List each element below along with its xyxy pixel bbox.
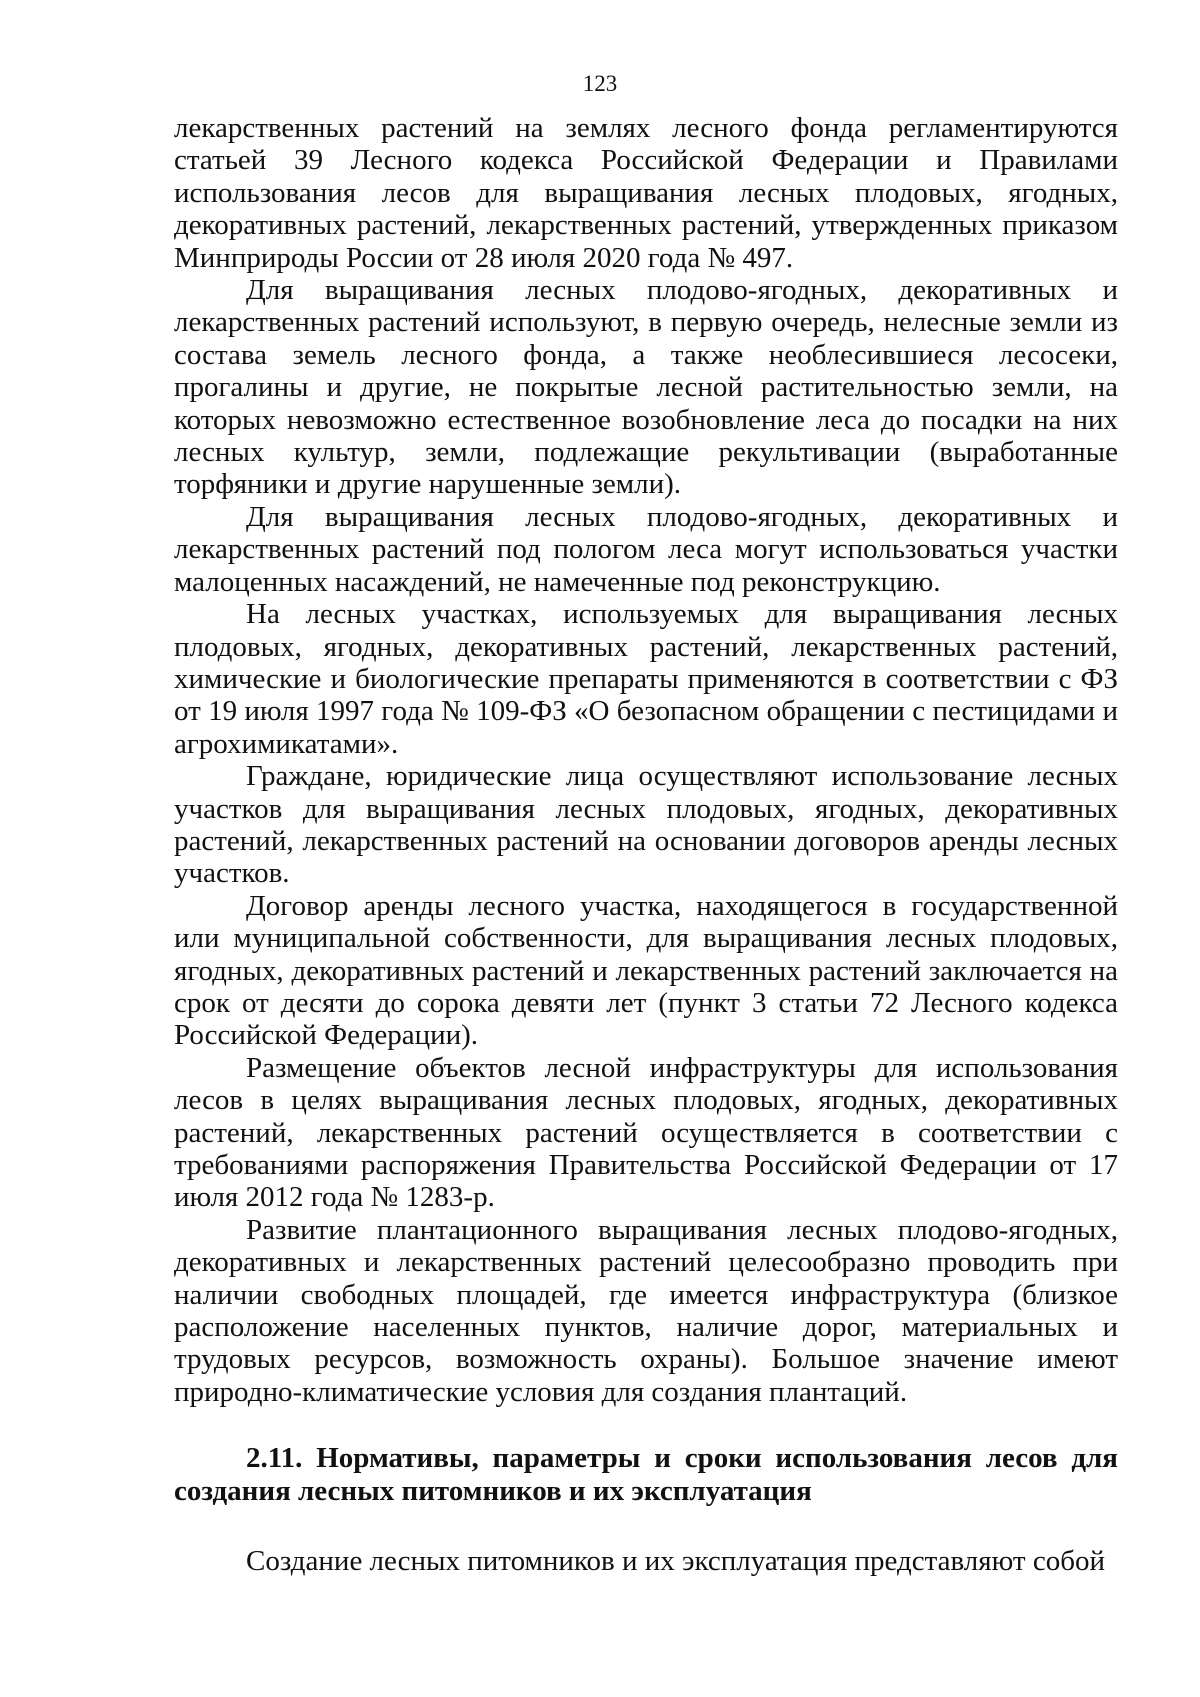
section-first-paragraph: Создание лесных питомников и их эксплуатация представляют собой bbox=[246, 1545, 1105, 1578]
section-heading: 2.11. Нормативы, параметры и сроки использования лесов для создания лесных питомников и их эксплуатация bbox=[174, 1442, 1118, 1507]
page-number: 123 bbox=[582, 71, 618, 96]
paragraph: Развитие плантационного выращивания лесных плодово-ягодных, декоративных и лекарственных растений целесообразно проводить при наличии свободных площадей, где имеется инфраструктура (близкое расположение населенных пунктов, наличие дорог, материальных и трудовых ресурсов, возможность охраны). Большое значение имеют природно-климатические условия для создания плантаций. bbox=[174, 1213, 1118, 1408]
page-body bbox=[174, 112, 1118, 1577]
paragraph: На лесных участках, используемых для выращивания лесных плодовых, ягодных, декоративных растений, лекарственных растений, химические и биологические препараты применяются в соответствии с ФЗ от 19 июля 1997 года № 109-ФЗ «О безопасном обращении с пестицидами и агрохимикатами». bbox=[174, 598, 1118, 760]
paragraph: Для выращивания лесных плодово-ягодных, декоративных и лекарственных растений используют, в первую очередь, нелесные земли из состава земель лесного фонда, а также необлесившиеся лесосеки, прогалины и другие, не покрытые лесной растительностью земли, на которых невозможно естественное возобновление леса до посадки на них лесных культур, земли, подлежащие рекультивации (выработанные торфяники и другие нарушенные земли). bbox=[174, 274, 1118, 501]
paragraph-continuation: лекарственных растений на землях лесного фонда регламентируются статьей 39 Лесного кодекса Российской Федерации и Правилами использования лесов для выращивания лесных плодовых, ягодных, декоративных растений, лекарственных растений, утвержденных приказом Минприроды России от 28 июля 2020 года № 497. bbox=[174, 112, 1118, 274]
paragraph: Граждане, юридические лица осуществляют использование лесных участков для выращивания лесных плодовых, ягодных, декоративных растений, лекарственных растений на основании договоров аренды лесных участков. bbox=[174, 760, 1118, 890]
paragraph: Для выращивания лесных плодово-ягодных, декоративных и лекарственных растений под пологом леса могут использоваться участки малоценных насаждений, не намеченные под реконструкцию. bbox=[174, 500, 1118, 598]
paragraph: Размещение объектов лесной инфраструктуры для использования лесов в целях выращивания лесных плодовых, ягодных, декоративных растений, лекарственных растений осуществляется в соответствии с требованиями распоряжения Правительства Российской Федерации от 17 июля 2012 года № 1283-р. bbox=[174, 1051, 1118, 1214]
paragraph: Договор аренды лесного участка, находящегося в государственной или муниципальной собственности, для выращивания лесных плодовых, ягодных, декоративных растений и лекарственных растений заключается на срок от десяти до сорока девяти лет (пункт 3 статьи 72 Лесного кодекса Российской Федерации). bbox=[174, 889, 1118, 1052]
